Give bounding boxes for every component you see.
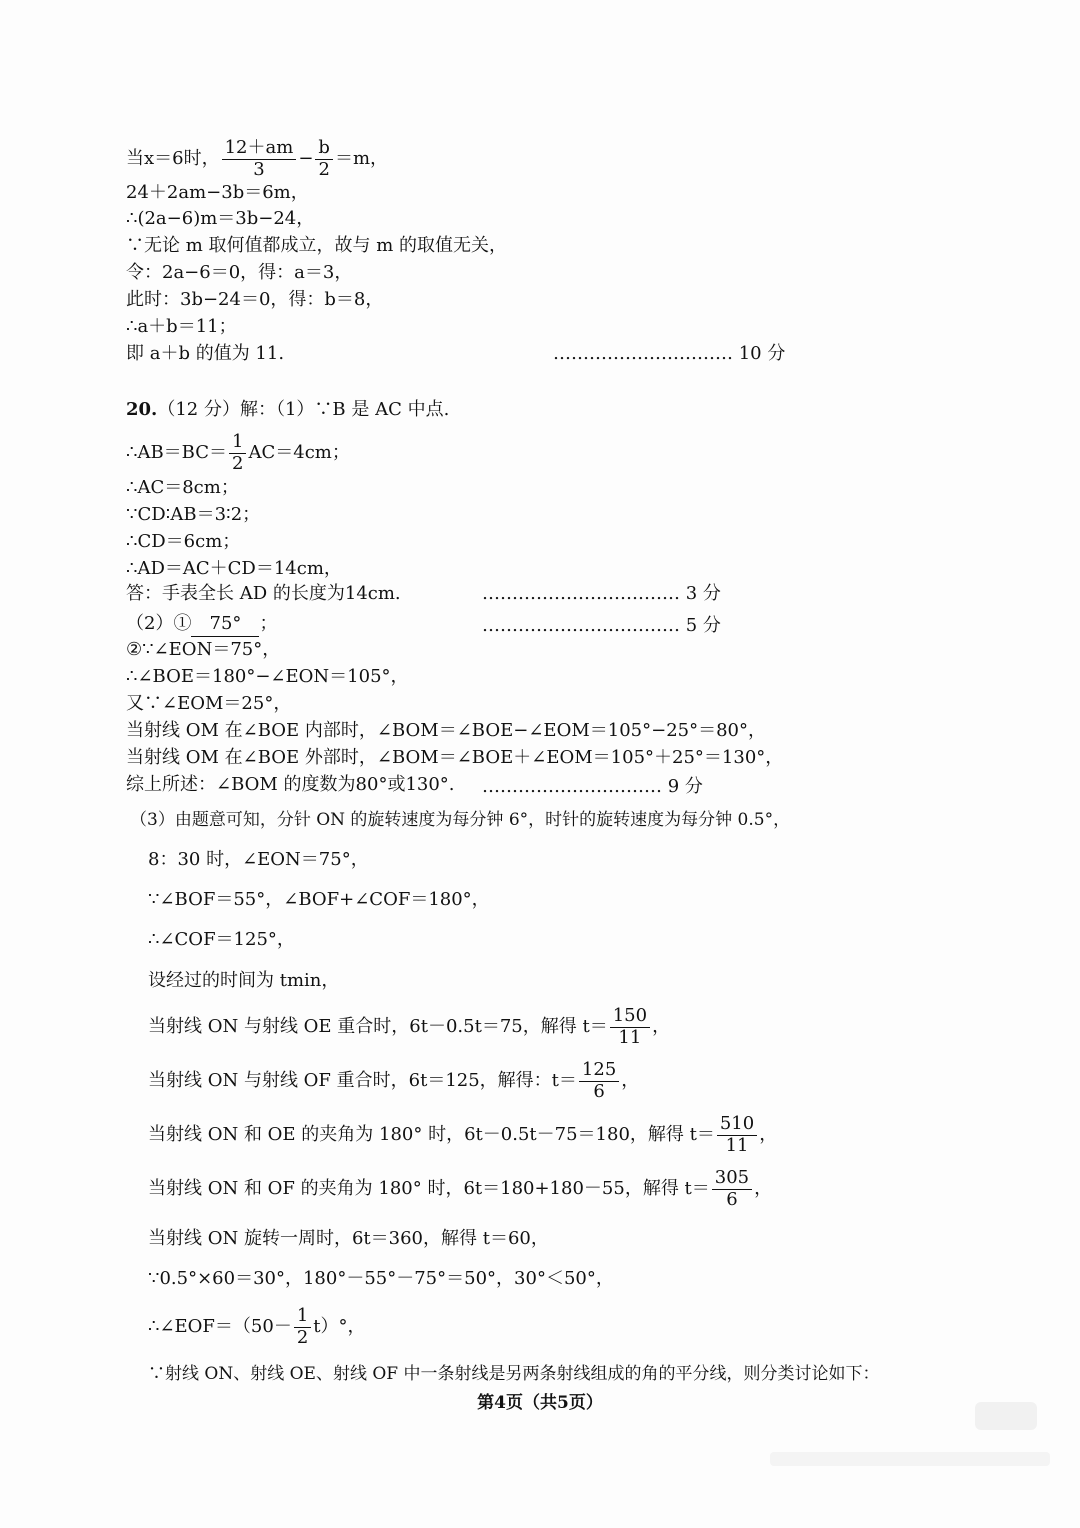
q20-part3-line-9 bbox=[148, 1168, 772, 1210]
frac-150-numerator: 150 bbox=[610, 1006, 650, 1028]
q19-score: ………………………… 10 分 bbox=[553, 343, 786, 364]
q20-fraction-150-11 bbox=[610, 1006, 650, 1048]
q20-part3-line-12 bbox=[148, 1306, 366, 1348]
q19-line-2: 24＋2am−3b＝6m， bbox=[126, 182, 309, 203]
q19-frac2-denominator: 2 bbox=[318, 158, 330, 180]
q19-line-1-end: ＝m， bbox=[334, 148, 389, 170]
q19-frac1-numerator: 12＋am bbox=[222, 138, 297, 160]
q20-number: 20. bbox=[126, 399, 158, 420]
q20-part3-line-1: （3）由题意可知，分针 ON 的旋转速度为每分钟 6°，时针的旋转速度为每分钟 0.5°， bbox=[130, 810, 791, 830]
q20-score-5: …………………………… 5 分 bbox=[482, 615, 721, 636]
q20-heading-text: （12 分）解：（1）∵B 是 AC 中点. bbox=[157, 399, 450, 420]
q19-line-1 bbox=[126, 138, 388, 180]
q20-fraction-305-6 bbox=[712, 1168, 752, 1210]
q20-part2-line-7: 综上所述：∠BOM 的度数为80°或130°. bbox=[126, 774, 455, 795]
frac-half-t-numerator: 1 bbox=[294, 1306, 311, 1328]
q20-part3-line-8-lead: 当射线 ON 和 OE 的夹角为 180° 时，6t－0.5t－75＝180，解得 t＝ bbox=[148, 1124, 715, 1146]
q20-part2-lead: （2）① bbox=[126, 613, 192, 634]
q20-part3-line-11: ∵0.5°×60＝30°，180°－55°－75°＝50°，30°＜50°， bbox=[148, 1268, 614, 1289]
q20-part3-line-7-end: ， bbox=[621, 1070, 640, 1092]
q20-line-2-end: AC＝4cm； bbox=[248, 442, 350, 464]
q20-part3-line-12-end: t）°， bbox=[313, 1316, 366, 1338]
frac-305-denominator: 6 bbox=[726, 1188, 738, 1210]
watermark-strip bbox=[770, 1452, 1050, 1466]
q19-frac1-denominator: 3 bbox=[253, 158, 265, 180]
q20-part2-end: ； bbox=[259, 613, 278, 634]
q19-frac2-numerator: b bbox=[315, 138, 333, 160]
q19-line-7: ∴a＋b＝11； bbox=[126, 316, 237, 337]
q20-part3-line-6 bbox=[148, 1006, 670, 1048]
q20-part3-line-2: 8：30 时，∠EON＝75°， bbox=[148, 849, 369, 870]
frac-125-numerator: 125 bbox=[579, 1060, 619, 1082]
frac-305-numerator: 305 bbox=[712, 1168, 752, 1190]
q19-line-3: ∴(2a−6)m＝3b−24， bbox=[126, 208, 315, 229]
q20-part2-line-5: 当射线 OM 在∠BOE 内部时，∠BOM＝∠BOE−∠EOM＝105°−25°＝80°， bbox=[126, 720, 767, 741]
q20-part3-line-3: ∵∠BOF＝55°，∠BOF+∠COF＝180°， bbox=[148, 889, 490, 910]
q19-fraction-1 bbox=[222, 138, 297, 180]
frac-510-numerator: 510 bbox=[717, 1114, 757, 1136]
q20-fraction-half-t bbox=[294, 1306, 311, 1348]
q20-answer: 答：手表全长 AD 的长度为14cm. bbox=[126, 583, 401, 604]
frac-150-denominator: 11 bbox=[618, 1026, 642, 1048]
q20-score-3: …………………………… 3 分 bbox=[482, 583, 721, 604]
q20-line-2 bbox=[126, 432, 350, 474]
q20-part3-line-6-lead: 当射线 ON 与射线 OE 重合时，6t－0.5t＝75，解得 t＝ bbox=[148, 1016, 608, 1038]
q20-part2-line-1 bbox=[126, 612, 277, 637]
q20-part2-line-3: ∴∠BOE＝180°−∠EON＝105°， bbox=[126, 666, 409, 687]
frac-510-denominator: 11 bbox=[725, 1134, 749, 1156]
q20-line-2-lead: ∴AB＝BC＝ bbox=[126, 442, 228, 464]
q19-fraction-2 bbox=[315, 138, 333, 180]
q20-part3-line-7-lead: 当射线 ON 与射线 OF 重合时，6t＝125，解得：t＝ bbox=[148, 1070, 577, 1092]
frac-half-t-denominator: 2 bbox=[296, 1326, 309, 1348]
q20-score-9: ………………………… 9 分 bbox=[482, 776, 703, 797]
q20-heading bbox=[126, 398, 449, 422]
q20-line-3: ∴AC＝8cm； bbox=[126, 477, 239, 498]
q20-part3-line-7 bbox=[148, 1060, 639, 1102]
q20-part2-answer-blank: 75° bbox=[191, 612, 259, 637]
q20-part3-line-6-end: ， bbox=[652, 1016, 671, 1038]
q20-part3-line-4: ∴∠COF＝125°， bbox=[148, 929, 295, 950]
q20-part2-line-6: 当射线 OM 在∠BOE 外部时，∠BOM＝∠BOE＋∠EOM＝105°＋25°＝130°， bbox=[126, 747, 784, 768]
watermark-logo bbox=[975, 1402, 1037, 1430]
q20-part3-line-9-lead: 当射线 ON 和 OF 的夹角为 180° 时，6t＝180+180－55，解得 t＝ bbox=[148, 1178, 710, 1200]
q20-half-numerator: 1 bbox=[229, 432, 246, 454]
frac-125-denominator: 6 bbox=[593, 1080, 605, 1102]
q20-line-5: ∴CD＝6cm； bbox=[126, 531, 241, 552]
q19-line-8: 即 a＋b 的值为 11. bbox=[126, 343, 285, 364]
q20-fraction-125-6 bbox=[579, 1060, 619, 1102]
q20-fraction-510-11 bbox=[717, 1114, 757, 1156]
page-footer: 第4页（共5页） bbox=[477, 1393, 603, 1413]
q20-part3-line-10: 当射线 ON 旋转一周时，6t＝360，解得 t＝60， bbox=[148, 1228, 549, 1249]
q19-line-6: 此时：3b−24＝0，得：b＝8， bbox=[126, 289, 384, 310]
q19-line-5: 令：2a−6＝0，得：a＝3， bbox=[126, 262, 353, 283]
q20-part2-line-4: 又∵∠EOM＝25°， bbox=[126, 693, 292, 714]
q20-part3-line-8-end: ， bbox=[759, 1124, 778, 1146]
q20-part3-line-12-lead: ∴∠EOF＝（50－ bbox=[148, 1316, 292, 1338]
q20-line-4: ∵CD∶AB＝3∶2； bbox=[126, 504, 261, 525]
q19-line-4: ∵无论 m 取何值都成立，故与 m 的取值无关， bbox=[126, 235, 508, 256]
q20-fraction-half bbox=[229, 432, 246, 474]
q20-line-6: ∴AD＝AC＋CD＝14cm， bbox=[126, 558, 342, 579]
q19-minus: − bbox=[298, 148, 314, 170]
q20-part3-line-13: ∵射线 ON、射线 OE、射线 OF 中一条射线是另两条射线组成的角的平分线，则分类讨论如下： bbox=[148, 1364, 880, 1384]
q19-line-1-lead: 当x＝6时， bbox=[126, 148, 220, 170]
q20-part3-line-5: 设经过的时间为 tmin， bbox=[148, 970, 340, 991]
q20-part3-line-9-end: ， bbox=[754, 1178, 773, 1200]
q20-half-denominator: 2 bbox=[232, 452, 244, 474]
q20-part2-line-2: ②∵∠EON＝75°， bbox=[126, 639, 281, 660]
q20-part3-line-8 bbox=[148, 1114, 777, 1156]
